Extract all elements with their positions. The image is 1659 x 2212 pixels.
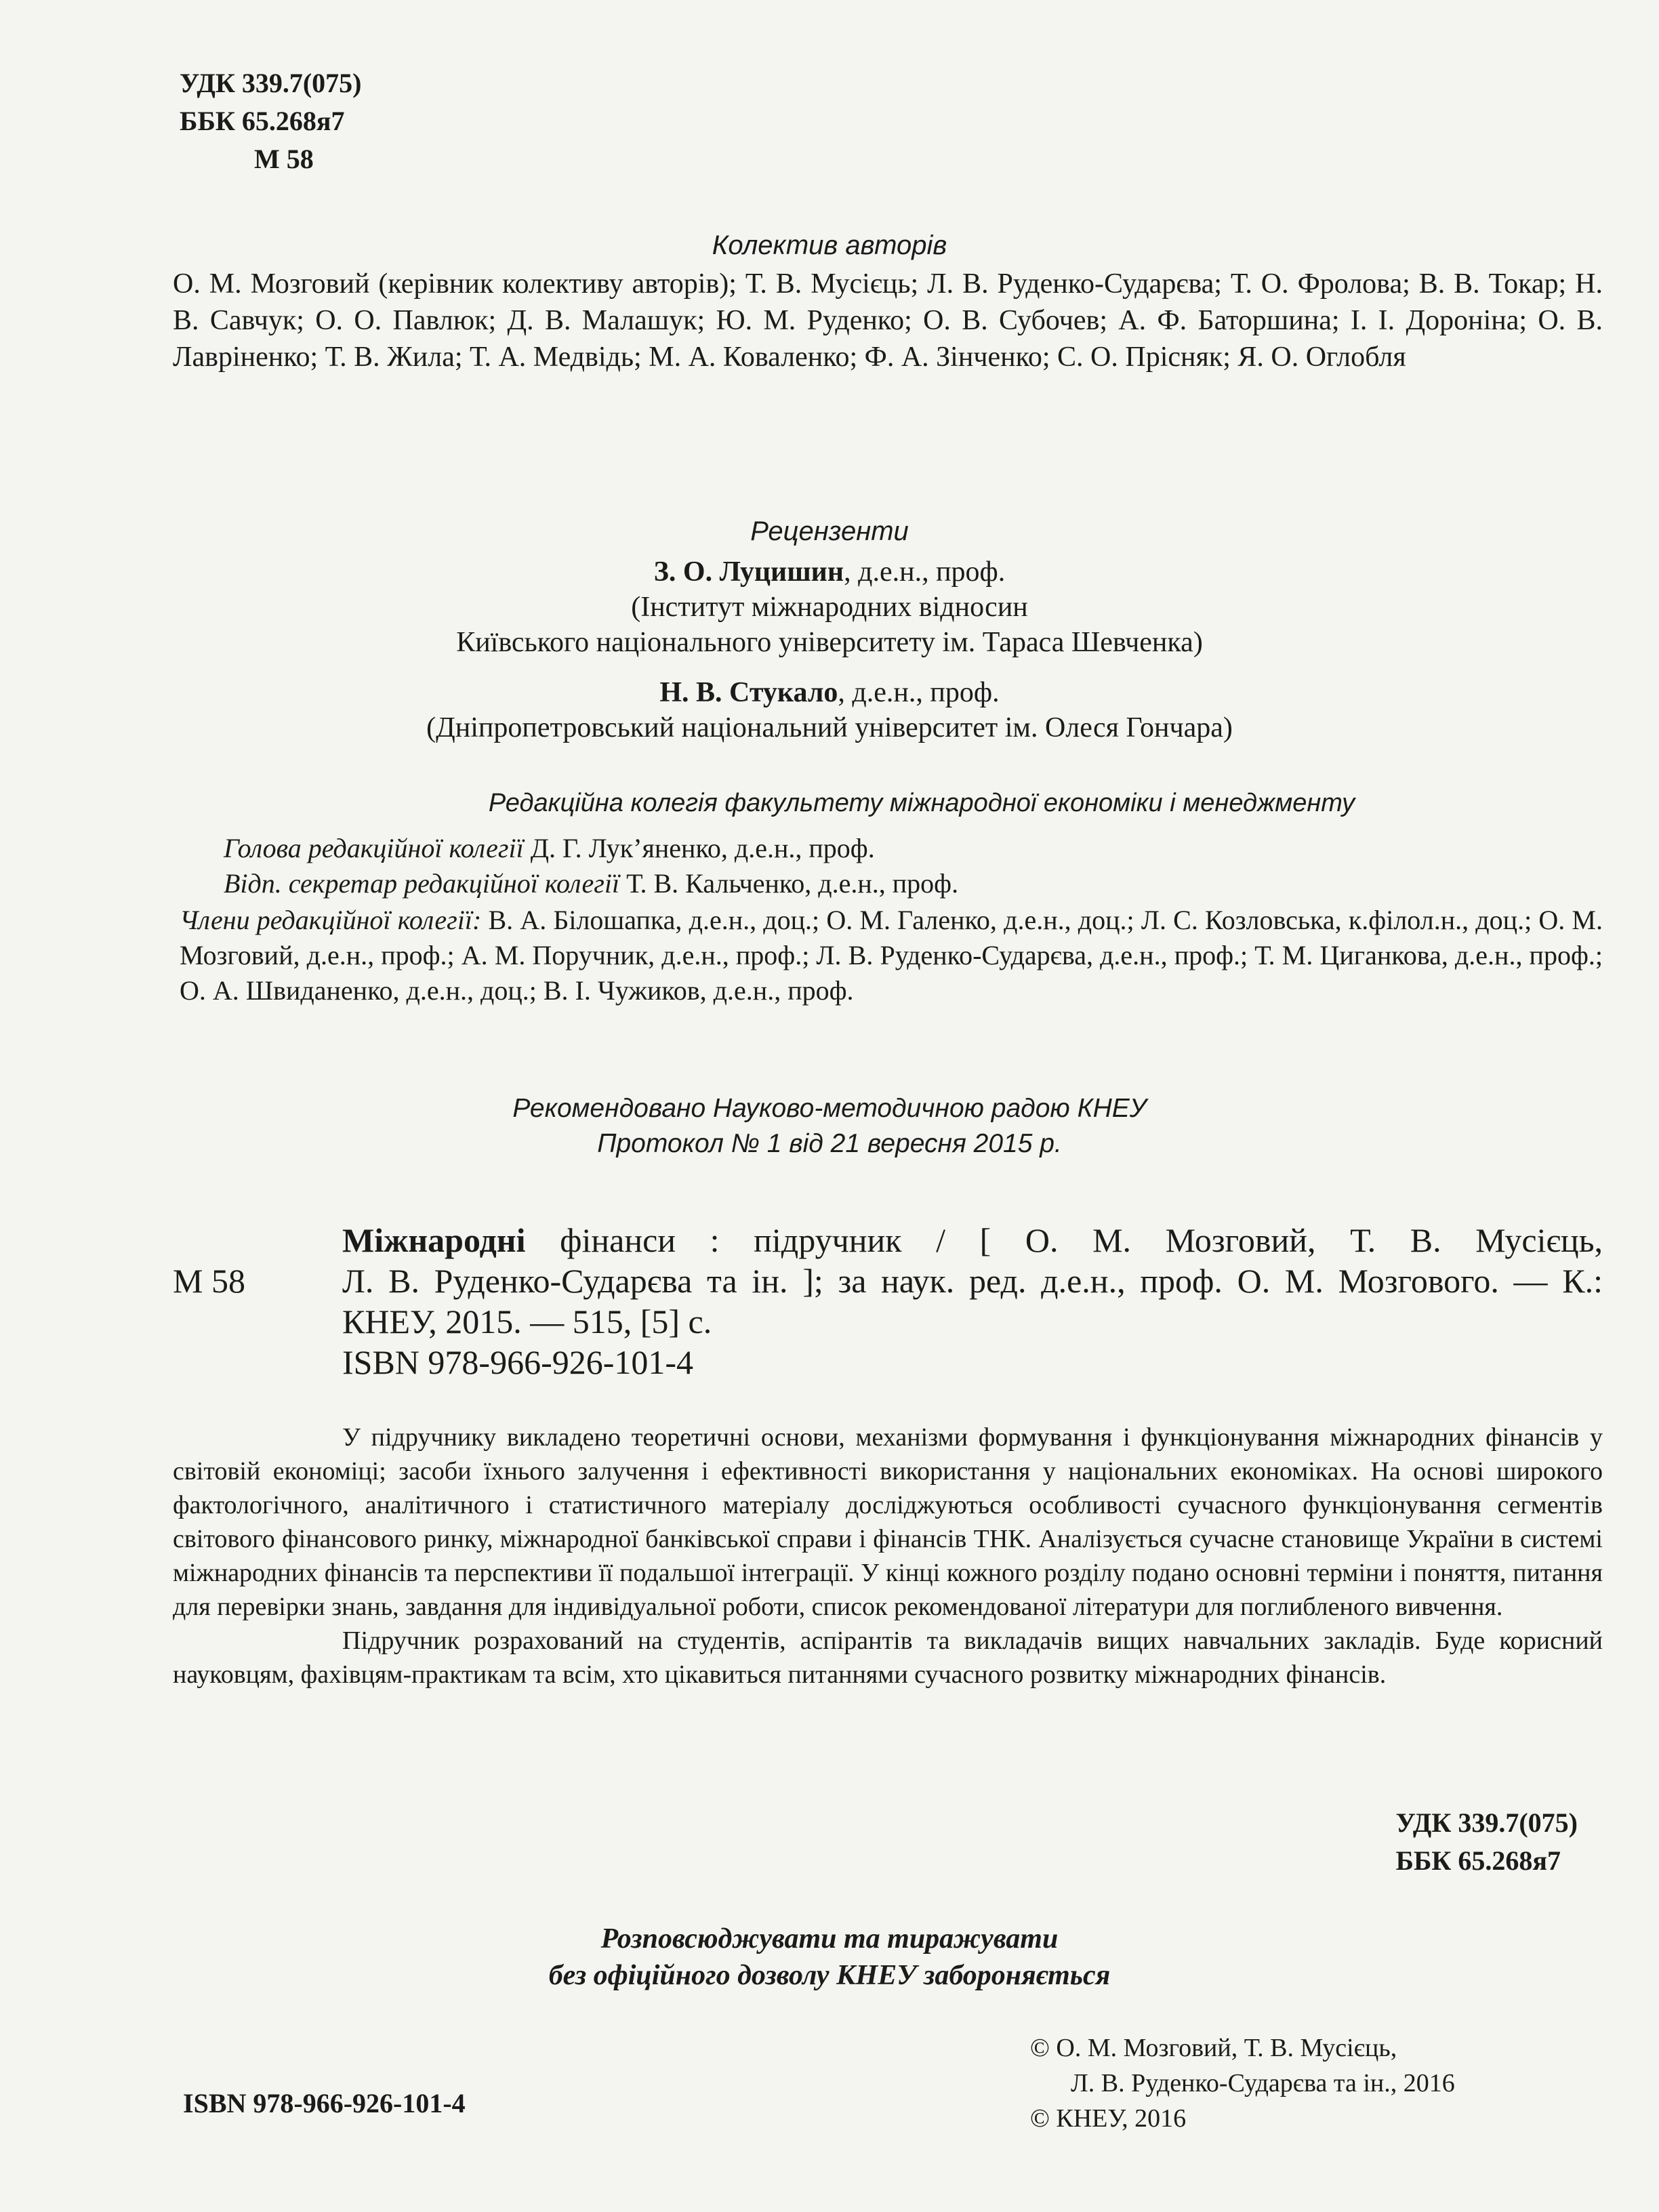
annotation-paragraph: У підручнику викладено теоретичні основи, механізми формування і функціонування міжнародних фінансів у світовій економіці; засоби їхнього залучення і ефективності використання у національних економіках. На основі широкого фактологічного, аналітичного і статистичного матеріалу досліджуються особливості сучасного функціонування сегментів світового фінансового ринку, міжнародної банківської справи і фінансів ТНК. Аналізується сучасне становище України в системі міжнародних фінансів та перспективи її подальшої інтеграції. У кінці кожного розділу подано основні терміни і поняття, питання для перевірки знань, завдання для індивідуальної роботи, список рекомендованої літератури для поглибленого вивчення.: [173, 1423, 1603, 1621]
editorial-board-heading: Редакційна колегія факультету міжнародної економіки і менеджменту: [488, 789, 1355, 817]
reviewer-name: Н. В. Стукало: [659, 677, 838, 708]
editorial-board-members: Члени редакційної колегії: В. А. Білошапка, д.е.н., доц.; О. М. Галенко, д.е.н., доц.; Л. С. Козловська, к.філол.н., доц.; О. М. Мозговий, д.е.н., проф.; А. М. Поручник, д.е.н., проф.; Л. В. Руденко-Сударєва, д.е.н., проф.; Т. М. Циганкова, д.е.н., проф.; О. А. Швиданенко, д.е.н., доц.; В. І. Чужиков, д.е.н., проф.: [180, 905, 1603, 1006]
editorial-board-chair: Голова редакційної колегії Д. Г. Лук’яненко, д.е.н., проф.: [224, 833, 875, 863]
bbk-code: ББК 65.268я7: [1395, 1845, 1561, 1876]
reviewer-affiliation: (Інститут міжнародних відносин: [631, 592, 1028, 623]
reviewer-degree: , д.е.н., проф.: [844, 556, 1006, 588]
recommendation: Рекомендовано Науково-методичною радою КНЕУ Протокол № 1 від 21 вересня 2015 р.: [512, 1094, 1147, 1158]
catalog-code: М 58: [173, 1262, 245, 1300]
annotation: [173, 1420, 1603, 1692]
isbn-footer: ISBN 978-966-926-101-4: [183, 2088, 466, 2118]
reviewer-2: [0, 675, 1659, 745]
authors-heading: Колектив авторів: [712, 230, 947, 260]
author-mark-code: М 58: [254, 144, 314, 174]
catalog-isbn: ISBN 978-966-926-101-4: [342, 1343, 694, 1381]
reviewer-affiliation: (Дніпропетровський національний університет ім. Олеся Гончара): [426, 712, 1233, 743]
catalog-title: Міжнародні: [342, 1221, 526, 1259]
authors-list: О. М. Мозговий (керівник колективу авторів); Т. В. Мусієць; Л. В. Руденко-Сударєва; Т. О. Фролова; В. В. Токар; Н. В. Савчук; О. О. Павлюк; Д. В. Малашук; Ю. М. Руденко; О. В. Субочев; А. Ф. Баторшина; І. І. Дороніна; О. В. Лавріненко; Т. В. Жила; Т. А. Медвідь; М. А. Коваленко; Ф. А. Зінченко; С. О. Прісняк; Я. О. Оглобля: [173, 268, 1603, 373]
reviewer-degree: , д.е.н., проф.: [838, 677, 1000, 708]
udk-code: УДК 339.7(075): [180, 68, 362, 98]
bbk-code: ББК 65.268я7: [180, 106, 345, 136]
reviewer-affiliation: Київського національного університету ім. Тараса Шевченка): [456, 627, 1203, 658]
editorial-board-secretary: Відп. секретар редакційної колегії Т. В. Кальченко, д.е.н., проф.: [224, 868, 959, 899]
catalog-description: Л. В. Руденко-Сударєва та ін. ]; за наук. ред. д.е.н., проф. О. М. Мозгового. — К.: КНЕУ, 2015. — 515, [5] с.: [342, 1262, 1603, 1340]
rights-notice: Розповсюджувати та тиражувати без офіційного дозволу КНЕУ забороняється: [548, 1923, 1111, 1991]
reviewer-1: [0, 554, 1659, 660]
reviewers-heading: Рецензенти: [750, 516, 909, 546]
udk-footer: [1396, 1804, 1578, 1880]
udk-code: УДК 339.7(075): [1395, 1807, 1578, 1838]
catalog-record: М 58 Міжнародні фінанси : підручник / [ О. М. Мозговий, Т. В. Мусієць, Л. В. Руденко-Сударєва та ін. ]; за наук. ред. д.е.н., проф. О. М. Мозгового. — К.: КНЕУ, 2015. — 515, [5] с. ISBN 978-966-926-101-4: [173, 1221, 1603, 1381]
copyright-notice: © О. М. Мозговий, Т. В. Мусієць, Л. В. Руденко-Сударєва та ін., 2016 © КНЕУ, 2016: [1030, 2034, 1455, 2133]
reviewer-name: З. О. Луцишин: [653, 556, 844, 588]
udk-header: [180, 64, 361, 178]
annotation-paragraph: Підручник розрахований на студентів, аспірантів та викладачів вищих навчальних закладів. Буде корисний науковцям, фахівцям-практикам та всім, хто цікавиться питаннями сучасного розвитку міжнародних фінансів.: [173, 1626, 1603, 1689]
